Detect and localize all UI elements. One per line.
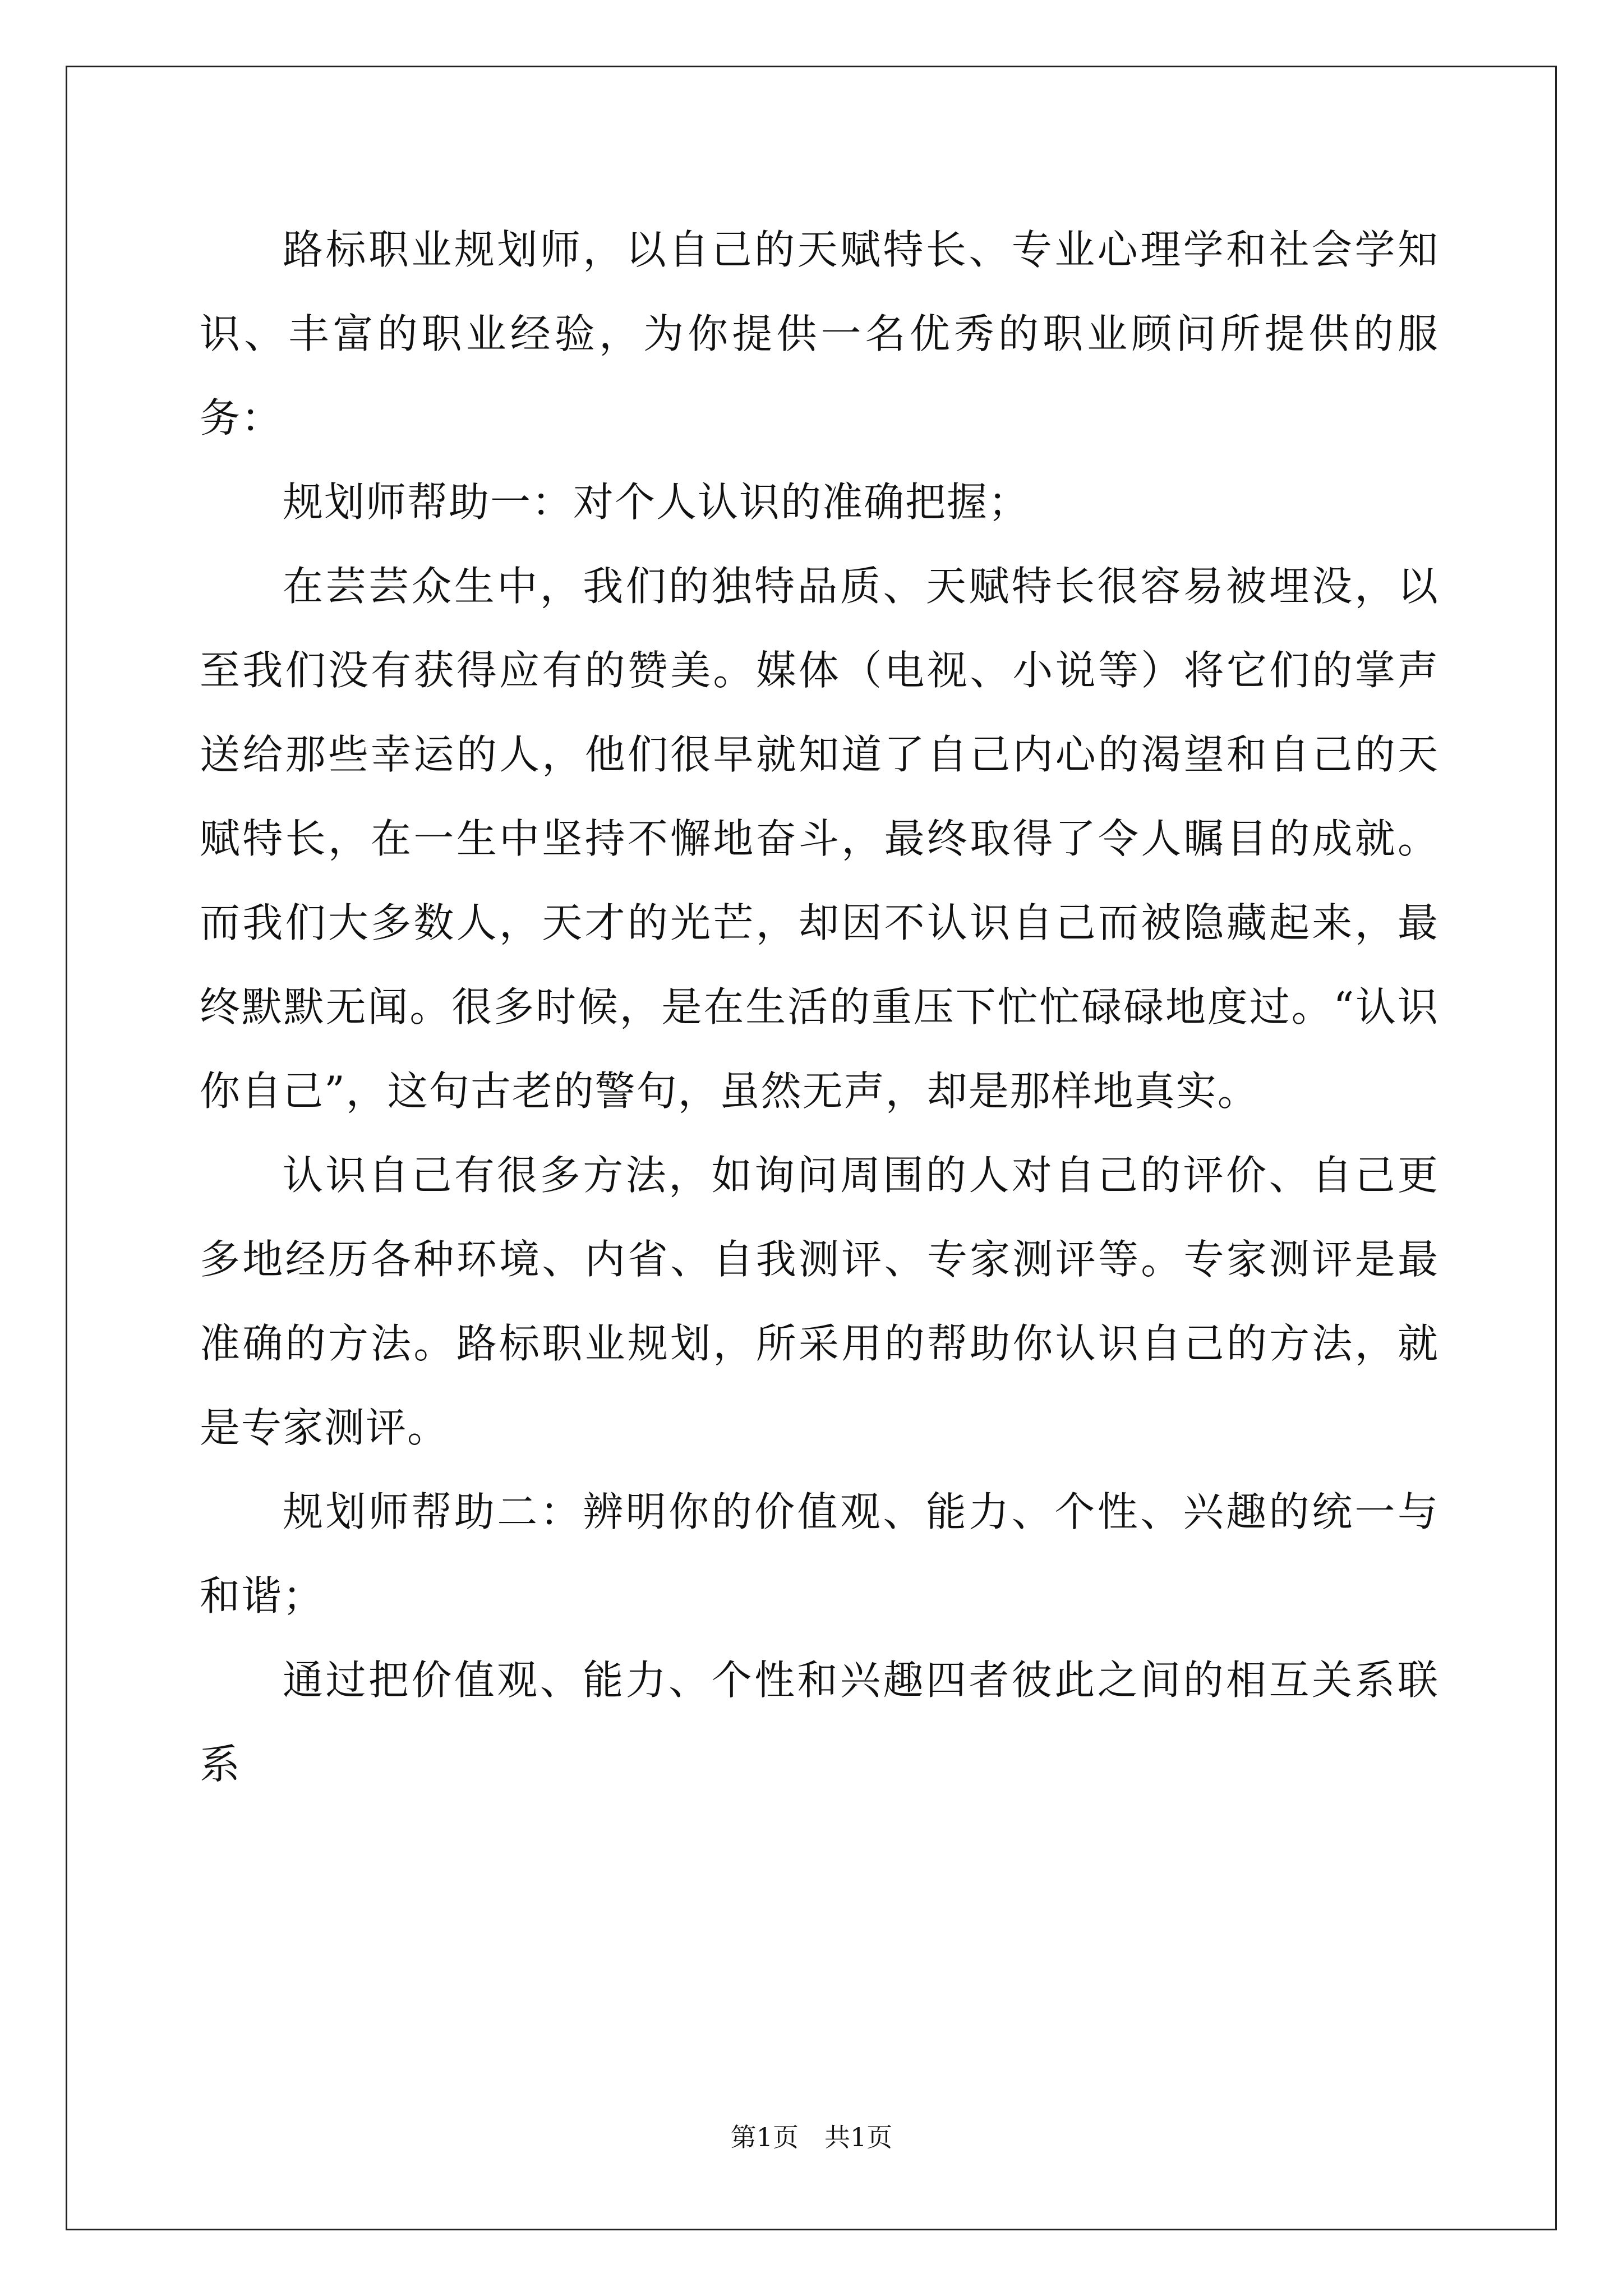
- paragraph-self-knowledge: 在芸芸众生中，我们的独特品质、天赋特长很容易被埋没，以至我们没有获得应有的赞美。媒体（电视、小说等）将它们的掌声送给那些幸运的人，他们很早就知道了自己内心的渴望和自己的天赋特长，在一生中坚持不懈地奋斗，最终取得了令人瞩目的成就。而我们大多数人，天才的光芒，却因不认识自己而被隐藏起来，最终默默无闻。很多时候，是在生活的重压下忙忙碌碌地度过。“认识你自己”，这句古老的警句，虽然无声，却是那样地真实。: [200, 563, 1439, 1115]
- page-total: 共1页: [824, 2122, 893, 2152]
- paragraph-assessment-methods: 认识自己有很多方法，如询问周围的人对自己的评价、自己更多地经历各种环境、内省、自我测评、专家测评等。专家测评是最准确的方法。路标职业规划，所采用的帮助你认识自己的方法，就是专家测评。: [200, 1152, 1439, 1451]
- page-footer: [0, 2120, 1623, 2154]
- paragraph-values-relation: 通过把价值观、能力、个性和兴趣四者彼此之间的相互关系联系: [200, 1657, 1439, 1788]
- page-number: 第1页: [730, 2122, 799, 2152]
- paragraph-intro: 路标职业规划师，以自己的天赋特长、专业心理学和社会学知识、丰富的职业经验，为你提供一名优秀的职业顾问所提供的服务：: [200, 226, 1439, 441]
- paragraph-help-one-heading: 规划师帮助一：对个人认识的准确把握；: [283, 478, 1030, 526]
- document-body: [200, 208, 1439, 1806]
- paragraph-help-two-heading: 规划师帮助二：辨明你的价值观、能力、个性、兴趣的统一与和谐；: [200, 1488, 1439, 1619]
